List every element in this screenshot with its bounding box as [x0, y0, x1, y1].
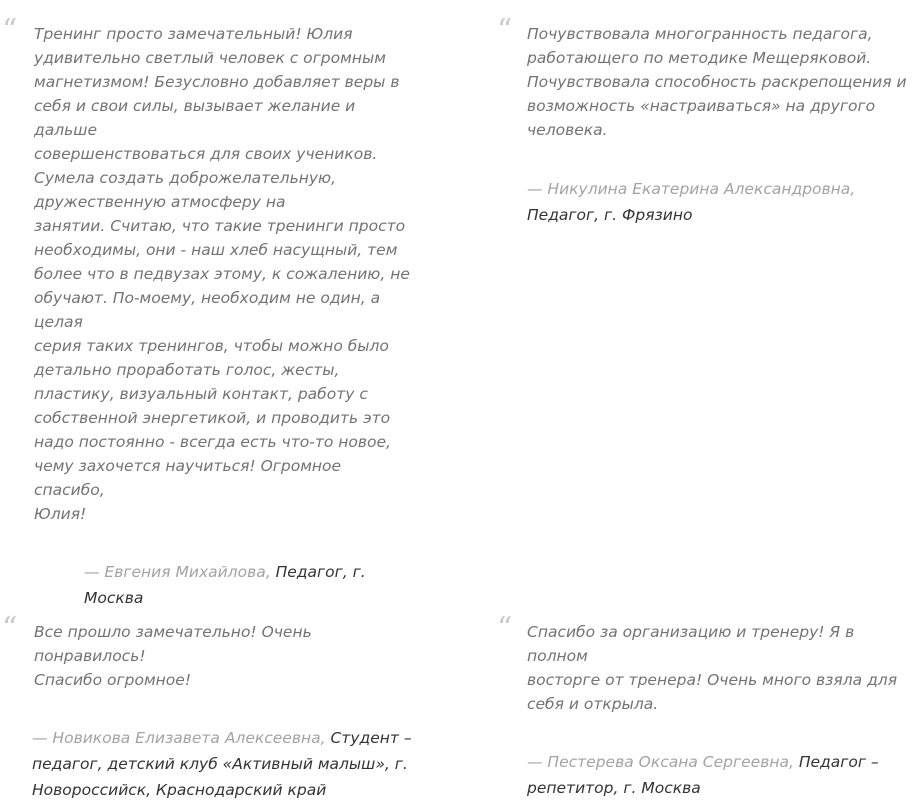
quote-mark-icon: “ — [497, 611, 513, 646]
quote-mark-icon: “ — [2, 13, 18, 48]
testimonial-attribution — [527, 176, 887, 228]
testimonial-text: Почувствовала многогранность педагога, работающего по методике Мещеряковой. Почувствовала способность раскрепощения и возможность «настраиваться» на другого человека. — [527, 25, 907, 139]
testimonial-card — [497, 611, 913, 801]
testimonial-card — [497, 13, 913, 228]
testimonial-card — [2, 13, 410, 611]
author-role: Педагог, г. Фрязино — [527, 206, 693, 224]
author-name: — Евгения Михайлова, — [84, 563, 271, 581]
author-name: — Никулина Екатерина Александровна, — [527, 180, 856, 198]
quote-mark-icon: “ — [2, 611, 18, 646]
author-role: Студент – педагог, детский клуб «Активный малыш», г. Новороссийск, Краснодарский край — [32, 729, 412, 799]
testimonial-card — [2, 611, 418, 803]
author-name: — Пестерева Оксана Сергеевна, — [527, 753, 794, 771]
testimonial-text: Все прошло замечательно! Очень понравилось! Спасибо огромное! — [34, 623, 312, 689]
author-role: Педагог, г. Москва — [84, 563, 366, 607]
testimonial-attribution — [84, 559, 382, 611]
author-role: Педагог – репетитор, г. Москва — [527, 753, 879, 797]
testimonial-text: Тренинг просто замечательный! Юлия удивительно светлый человек с огромным магнетизмом! Безусловно добавляет веры в себя и свои силы, вызывает желание и дальше совершенствоваться для своих учеников. Сумела создать доброжелательную, дружественную атмосферу на занятии. Считаю, что такие тренинги просто необходимы, они - наш хлеб насущный, тем более что в педвузах этому, к сожалению, не обучают. По-моему, необходим не один, а целая серия таких тренингов, чтобы можно было детально проработать голос, жесты, пластику, визуальный контакт, работу с собственной энергетикой, и проводить это надо постоянно - всегда есть что-то новое, чему захочется научиться! Огромное спасибо, Юлия! — [34, 25, 410, 523]
testimonial-attribution — [527, 749, 897, 801]
testimonial-text: Спасибо за организацию и тренеру! Я в полном восторге от тренера! Очень много взяла для себя и открыла. — [527, 623, 898, 713]
author-name: — Новикова Елизавета Алексеевна, — [32, 729, 326, 747]
testimonial-attribution — [32, 725, 416, 803]
quote-mark-icon: “ — [497, 13, 513, 48]
